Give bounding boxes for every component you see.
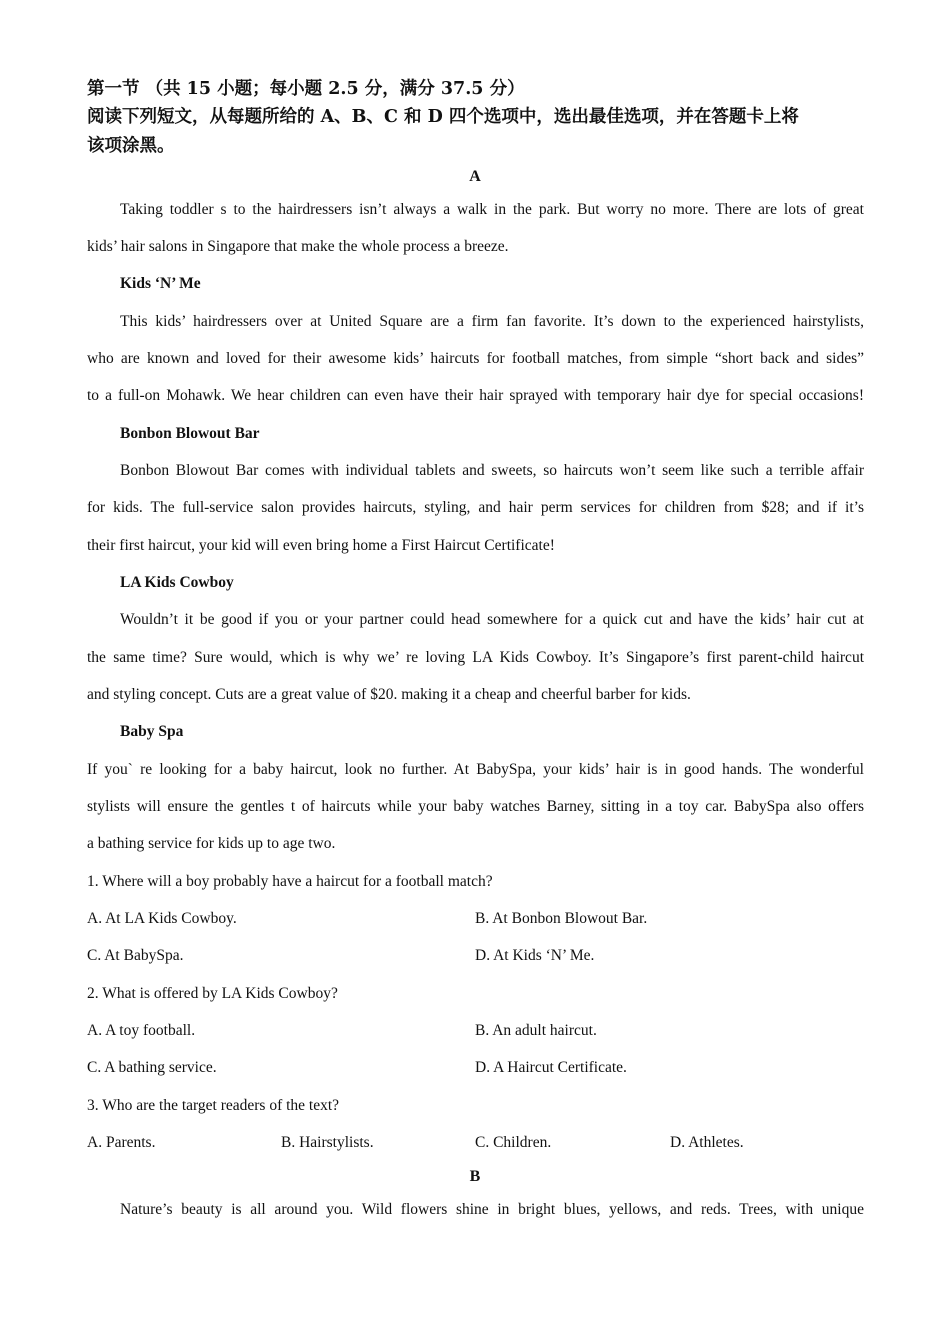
passage-b-text-line: Nature’s beauty is all around you. Wild flowers shine in bright blues, yellows, and reds. Trees, with unique bbox=[120, 1201, 864, 1218]
option-2a: A. A toy football. bbox=[87, 1022, 196, 1039]
salon-text-line: a bathing service for kids up to age two. bbox=[87, 835, 336, 852]
salon-text-line: who are known and loved for their awesome kids’ haircuts for football matches, from simple “short back and sides” bbox=[87, 350, 864, 367]
salon-text-line: stylists will ensure the gentles t of haircuts while your baby watches Barney, sitting in a toy car. BabySpa also offers bbox=[87, 798, 864, 815]
question-3: 3. Who are the target readers of the text? bbox=[87, 1097, 340, 1114]
question-2: 2. What is offered by LA Kids Cowboy? bbox=[87, 985, 338, 1002]
option-3c: C. Children. bbox=[475, 1134, 552, 1151]
salon-text-line: to a full-on Mohawk. We hear children can even have their hair sprayed with temporary hair dye for special occasions! bbox=[87, 387, 864, 404]
option-1c: C. At BabySpa. bbox=[87, 947, 184, 964]
option-3d: D. Athletes. bbox=[670, 1134, 744, 1151]
passage-a-intro-line: kids’ hair salons in Singapore that make the whole process a breeze. bbox=[87, 238, 509, 255]
salon-text-line: for kids. The full-service salon provides haircuts, styling, and hair perm services for children from $28; and if it’s bbox=[87, 499, 864, 516]
passage-b-title: B bbox=[469, 1168, 481, 1185]
section-instruction-line-1: 阅读下列短文，从每题所给的 A、B、C 和 D 四个选项中，选出最佳选项，并在答题卡上将 bbox=[87, 107, 799, 127]
salon-text-line: This kids’ hairdressers over at United Square are a firm fan favorite. It’s down to the experienced hairstylists, bbox=[120, 313, 864, 330]
passage-a-title: A bbox=[469, 168, 481, 185]
option-1b: B. At Bonbon Blowout Bar. bbox=[475, 910, 648, 927]
salon-heading-kids-n-me: Kids ‘N’ Me bbox=[120, 275, 201, 292]
salon-heading-bonbon: Bonbon Blowout Bar bbox=[120, 425, 260, 442]
option-3a: A. Parents. bbox=[87, 1134, 156, 1151]
salon-text-line: Bonbon Blowout Bar comes with individual tablets and sweets, so haircuts won’t seem like such a terrible affair bbox=[120, 462, 864, 479]
question-1: 1. Where will a boy probably have a haircut for a football match? bbox=[87, 873, 493, 890]
salon-heading-baby-spa: Baby Spa bbox=[120, 723, 184, 740]
section-heading: 第一节 （共 15 小题；每小题 2.5 分，满分 37.5 分） bbox=[87, 79, 525, 99]
salon-text-line: their first haircut, your kid will even bring home a First Haircut Certificate! bbox=[87, 537, 555, 554]
option-3b: B. Hairstylists. bbox=[281, 1134, 374, 1151]
section-instruction-line-2: 该项涂黑。 bbox=[87, 136, 175, 156]
passage-a-intro-line: Taking toddler s to the hairdressers isn’t always a walk in the park. But worry no more. There are lots of great bbox=[120, 201, 864, 218]
salon-text-line: the same time? Sure would, which is why we’ re loving LA Kids Cowboy. It’s Singapore’s first parent-child haircut bbox=[87, 649, 864, 666]
salon-text-line: and styling concept. Cuts are a great value of $20. making it a cheap and cheerful barber for kids. bbox=[87, 686, 691, 703]
salon-heading-la-kids-cowboy: LA Kids Cowboy bbox=[120, 574, 234, 591]
option-2b: B. An adult haircut. bbox=[475, 1022, 597, 1039]
option-1a: A. At LA Kids Cowboy. bbox=[87, 910, 237, 927]
salon-text-line: If you` re looking for a baby haircut, look no further. At BabySpa, your kids’ hair is in good hands. The wonderful bbox=[87, 761, 864, 778]
option-2d: D. A Haircut Certificate. bbox=[475, 1059, 627, 1076]
option-1d: D. At Kids ‘N’ Me. bbox=[475, 947, 595, 964]
salon-text-line: Wouldn’t it be good if you or your partner could head somewhere for a quick cut and have the kids’ hair cut at bbox=[120, 611, 864, 628]
option-2c: C. A bathing service. bbox=[87, 1059, 217, 1076]
